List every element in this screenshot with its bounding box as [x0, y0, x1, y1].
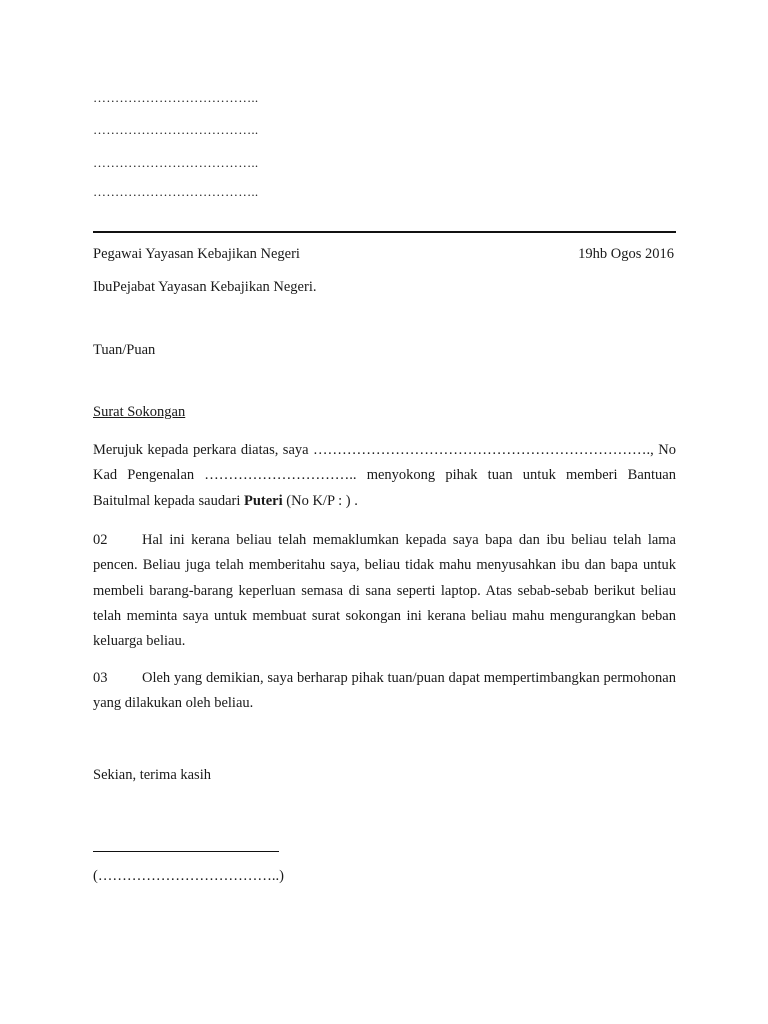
address-line-3: ………………………………..: [93, 155, 259, 170]
paragraph-2: [93, 528, 676, 654]
paragraph-2-number: 02: [93, 532, 108, 548]
paragraph-1: [93, 438, 676, 514]
address-line-1: ………………………………..: [93, 90, 259, 105]
paragraph-2-text: Hal ini kerana beliau telah memaklumkan kepada saya bapa dan ibu beliau telah lama pencen. Beliau juga telah memberitahu saya, beliau tidak mahu menyusahkan ibu dan bapa untuk membeli barang-barang keperluan semasa di sana seperti laptop. Atas sebab-sebab berikut beliau telah meminta saya untuk membuat surat sokongan ini kerana beliau mahu mengurangkan beban keluarga beliau.: [93, 532, 676, 650]
recipient-title: Pegawai Yayasan Kebajikan Negeri: [93, 246, 300, 262]
paragraph-1-ic: (No K/P : ) .: [282, 492, 358, 509]
paragraph-3-number: 03: [93, 670, 108, 686]
student-name: Puteri: [244, 492, 283, 509]
salutation: Tuan/Puan: [93, 342, 156, 358]
subject-heading: [93, 404, 185, 421]
signature-name: (………………………………..): [93, 868, 284, 884]
header-divider: [93, 231, 676, 233]
paragraph-1-text: Merujuk kepada perkara diatas, saya ……………………………………………………………., No Kad Pengenalan ………………………….. menyokong pihak tuan untuk memberi Bantuan Baitulmal kepada saudari: [93, 442, 676, 509]
closing: Sekian, terima kasih: [93, 767, 211, 783]
paragraph-3-text: Oleh yang demikian, saya berharap pihak tuan/puan dapat mempertimbangkan permohonan yang dilakukan oleh beliau.: [93, 670, 676, 712]
signature-line: [93, 851, 279, 852]
letter-date: 19hb Ogos 2016: [578, 246, 674, 262]
paragraph-3: [93, 666, 676, 717]
recipient-office: IbuPejabat Yayasan Kebajikan Negeri.: [93, 279, 317, 295]
address-line-4: ………………………………..: [93, 184, 259, 199]
address-line-2: ………………………………..: [93, 122, 259, 137]
subject-text: Surat Sokongan: [93, 404, 186, 420]
